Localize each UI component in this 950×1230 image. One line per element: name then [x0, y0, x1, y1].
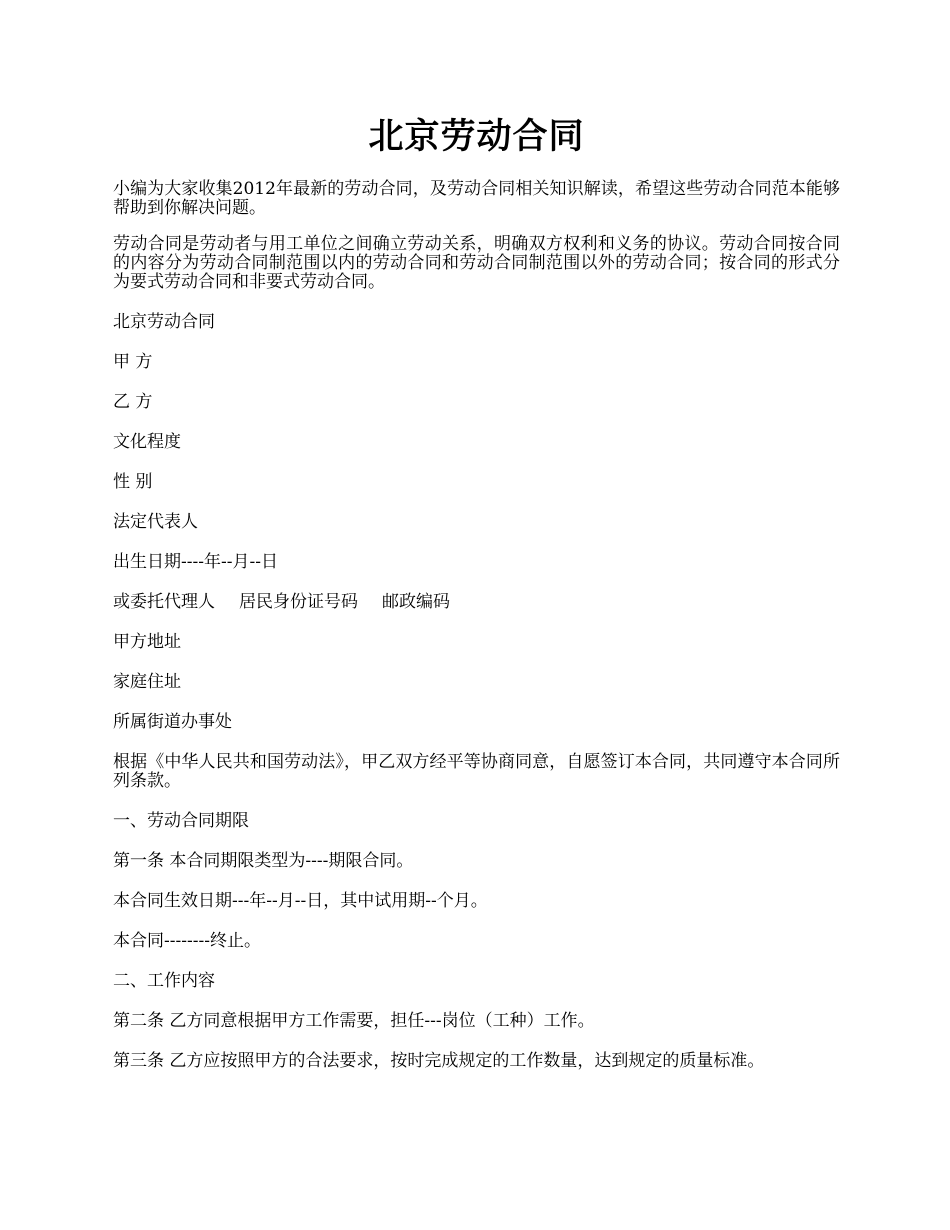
intro-paragraph: 小编为大家收集2012年最新的劳动合同，及劳动合同相关知识解读，希望这些劳动合同范本能够帮助到你解决问题。: [113, 179, 840, 218]
termination: 本合同--------终止。: [113, 931, 261, 951]
field-id-number: 居民身份证号码: [239, 592, 358, 612]
document-body: [113, 112, 840, 1092]
field-agent-row: [113, 593, 840, 612]
field-birth-date: 出生日期----年--月--日: [113, 552, 278, 572]
section-1-heading: 一、劳动合同期限: [113, 811, 249, 831]
definition-paragraph: 劳动合同是劳动者与用工单位之间确立劳动关系，明确双方权利和义务的协议。劳动合同按合同的内容分为劳动合同制范围以内的劳动合同和劳动合同制范围以外的劳动合同；按合同的形式分为要式劳动合同和非要式劳动合同。: [113, 234, 840, 292]
clause-1: 第一条 本合同期限类型为----期限合同。: [113, 851, 414, 871]
field-subdistrict: 所属街道办事处: [113, 712, 232, 732]
contract-heading: 北京劳动合同: [113, 312, 215, 332]
document-title: 北京劳动合同: [368, 116, 585, 157]
field-party-a: 甲 方: [113, 352, 153, 372]
effective-date: 本合同生效日期---年--月--日，其中试用期--个月。: [113, 891, 488, 911]
field-gender: 性 别: [113, 472, 153, 492]
field-postcode: 邮政编码: [382, 592, 450, 612]
field-home-address: 家庭住址: [113, 672, 181, 692]
field-party-b: 乙 方: [113, 392, 153, 412]
field-education: 文化程度: [113, 432, 181, 452]
field-legal-representative: 法定代表人: [113, 512, 198, 532]
field-agent: 或委托代理人: [113, 592, 215, 612]
clause-2: 第二条 乙方同意根据甲方工作需要，担任---岗位（工种）工作。: [113, 1011, 595, 1031]
field-party-a-address: 甲方地址: [113, 632, 181, 652]
clause-3: 第三条 乙方应按照甲方的合法要求，按时完成规定的工作数量，达到规定的质量标准。: [113, 1051, 765, 1071]
preamble-paragraph: 根据《中华人民共和国劳动法》，甲乙双方经平等协商同意，自愿签订本合同，共同遵守本合同所列条款。: [113, 752, 840, 791]
section-2-heading: 二、工作内容: [113, 971, 215, 991]
